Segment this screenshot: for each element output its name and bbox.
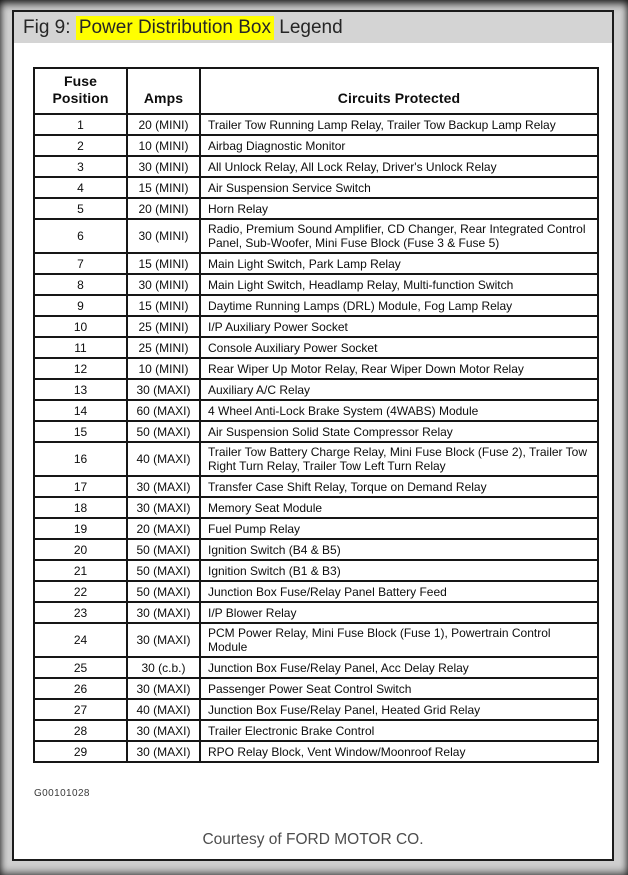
circuits-cell: RPO Relay Block, Vent Window/Moonroof Relay bbox=[200, 741, 598, 762]
fuse-position-cell: 22 bbox=[34, 581, 127, 602]
amps-cell: 50 (MAXI) bbox=[127, 581, 200, 602]
table-row bbox=[34, 741, 598, 762]
amps-cell: 30 (MINI) bbox=[127, 219, 200, 253]
amps-cell: 20 (MAXI) bbox=[127, 518, 200, 539]
fuse-position-cell: 19 bbox=[34, 518, 127, 539]
table-row bbox=[34, 379, 598, 400]
fuse-position-cell: 6 bbox=[34, 219, 127, 253]
circuits-cell: Radio, Premium Sound Amplifier, CD Changer, Rear Integrated Control Panel, Sub-Woofer, Mini Fuse Block (Fuse 3 & Fuse 5) bbox=[200, 219, 598, 253]
figure-caption-suffix: Legend bbox=[274, 16, 343, 38]
amps-cell: 30 (c.b.) bbox=[127, 657, 200, 678]
amps-cell: 10 (MINI) bbox=[127, 135, 200, 156]
table-row bbox=[34, 253, 598, 274]
table-row bbox=[34, 476, 598, 497]
table-row bbox=[34, 678, 598, 699]
fuse-position-cell: 4 bbox=[34, 177, 127, 198]
circuits-cell: Trailer Electronic Brake Control bbox=[200, 720, 598, 741]
fuse-position-cell: 18 bbox=[34, 497, 127, 518]
fuse-position-cell: 14 bbox=[34, 400, 127, 421]
table-row bbox=[34, 156, 598, 177]
figure-caption-prefix: Fig 9: bbox=[23, 16, 76, 38]
fuse-table-body bbox=[34, 114, 598, 762]
table-row bbox=[34, 497, 598, 518]
table-row bbox=[34, 400, 598, 421]
table-row bbox=[34, 421, 598, 442]
circuits-cell: Transfer Case Shift Relay, Torque on Demand Relay bbox=[200, 476, 598, 497]
circuits-cell: Junction Box Fuse/Relay Panel, Acc Delay Relay bbox=[200, 657, 598, 678]
circuits-cell: Console Auxiliary Power Socket bbox=[200, 337, 598, 358]
circuits-cell: Ignition Switch (B4 & B5) bbox=[200, 539, 598, 560]
circuits-cell: I/P Blower Relay bbox=[200, 602, 598, 623]
amps-cell: 10 (MINI) bbox=[127, 358, 200, 379]
fuse-position-cell: 9 bbox=[34, 295, 127, 316]
fuse-table bbox=[33, 67, 599, 763]
fuse-position-cell: 7 bbox=[34, 253, 127, 274]
amps-cell: 30 (MAXI) bbox=[127, 602, 200, 623]
fuse-position-cell: 26 bbox=[34, 678, 127, 699]
figure-caption-bar bbox=[14, 12, 612, 43]
amps-cell: 40 (MAXI) bbox=[127, 442, 200, 476]
table-row bbox=[34, 442, 598, 476]
table-row bbox=[34, 623, 598, 657]
circuits-cell: Junction Box Fuse/Relay Panel Battery Feed bbox=[200, 581, 598, 602]
fuse-position-cell: 8 bbox=[34, 274, 127, 295]
circuits-cell: Passenger Power Seat Control Switch bbox=[200, 678, 598, 699]
amps-cell: 30 (MAXI) bbox=[127, 623, 200, 657]
fuse-position-cell: 20 bbox=[34, 539, 127, 560]
amps-cell: 40 (MAXI) bbox=[127, 699, 200, 720]
fuse-position-cell: 11 bbox=[34, 337, 127, 358]
table-row bbox=[34, 518, 598, 539]
circuits-cell: Ignition Switch (B1 & B3) bbox=[200, 560, 598, 581]
circuits-cell: Airbag Diagnostic Monitor bbox=[200, 135, 598, 156]
amps-cell: 15 (MINI) bbox=[127, 177, 200, 198]
circuits-cell: Memory Seat Module bbox=[200, 497, 598, 518]
table-row bbox=[34, 602, 598, 623]
amps-cell: 30 (MAXI) bbox=[127, 720, 200, 741]
fuse-position-cell: 12 bbox=[34, 358, 127, 379]
amps-cell: 15 (MINI) bbox=[127, 295, 200, 316]
fuse-position-cell: 27 bbox=[34, 699, 127, 720]
circuits-cell: PCM Power Relay, Mini Fuse Block (Fuse 1), Powertrain Control Module bbox=[200, 623, 598, 657]
courtesy-line: Courtesy of FORD MOTOR CO. bbox=[202, 831, 424, 848]
fuse-position-cell: 17 bbox=[34, 476, 127, 497]
fuse-position-cell: 23 bbox=[34, 602, 127, 623]
figure-caption-highlight: Power Distribution Box bbox=[76, 16, 274, 40]
table-row bbox=[34, 358, 598, 379]
amps-cell: 20 (MINI) bbox=[127, 198, 200, 219]
circuits-cell: Trailer Tow Battery Charge Relay, Mini Fuse Block (Fuse 2), Trailer Tow Right Turn Relay, Trailer Tow Left Turn Relay bbox=[200, 442, 598, 476]
fuse-position-cell: 28 bbox=[34, 720, 127, 741]
amps-cell: 20 (MINI) bbox=[127, 114, 200, 135]
table-header-row bbox=[34, 68, 598, 114]
circuits-cell: Junction Box Fuse/Relay Panel, Heated Grid Relay bbox=[200, 699, 598, 720]
circuits-cell: Auxiliary A/C Relay bbox=[200, 379, 598, 400]
circuits-cell: I/P Auxiliary Power Socket bbox=[200, 316, 598, 337]
fuse-position-cell: 24 bbox=[34, 623, 127, 657]
table-row bbox=[34, 560, 598, 581]
document-page bbox=[12, 10, 614, 861]
table-row bbox=[34, 539, 598, 560]
table-row bbox=[34, 657, 598, 678]
amps-cell: 50 (MAXI) bbox=[127, 539, 200, 560]
fuse-position-cell: 5 bbox=[34, 198, 127, 219]
fuse-position-cell: 1 bbox=[34, 114, 127, 135]
table-row bbox=[34, 295, 598, 316]
fuse-position-cell: 16 bbox=[34, 442, 127, 476]
amps-cell: 50 (MAXI) bbox=[127, 560, 200, 581]
amps-cell: 25 (MINI) bbox=[127, 316, 200, 337]
amps-cell: 30 (MINI) bbox=[127, 156, 200, 177]
fuse-position-cell: 2 bbox=[34, 135, 127, 156]
table-row bbox=[34, 274, 598, 295]
table-row bbox=[34, 720, 598, 741]
amps-cell: 30 (MAXI) bbox=[127, 497, 200, 518]
fuse-position-cell: 13 bbox=[34, 379, 127, 400]
circuits-cell: Main Light Switch, Park Lamp Relay bbox=[200, 253, 598, 274]
circuits-cell: Fuel Pump Relay bbox=[200, 518, 598, 539]
table-row bbox=[34, 219, 598, 253]
fuse-position-cell: 15 bbox=[34, 421, 127, 442]
circuits-cell: Daytime Running Lamps (DRL) Module, Fog Lamp Relay bbox=[200, 295, 598, 316]
amps-cell: 30 (MAXI) bbox=[127, 379, 200, 400]
fuse-position-cell: 25 bbox=[34, 657, 127, 678]
circuits-cell: Air Suspension Service Switch bbox=[200, 177, 598, 198]
circuits-cell: Air Suspension Solid State Compressor Relay bbox=[200, 421, 598, 442]
col-header-fuse-position: Fuse Position bbox=[34, 68, 127, 114]
circuits-cell: Horn Relay bbox=[200, 198, 598, 219]
table-row bbox=[34, 198, 598, 219]
figure-id-code: G00101028 bbox=[34, 788, 90, 799]
fuse-position-cell: 29 bbox=[34, 741, 127, 762]
fuse-position-cell: 21 bbox=[34, 560, 127, 581]
amps-cell: 30 (MAXI) bbox=[127, 741, 200, 762]
amps-cell: 50 (MAXI) bbox=[127, 421, 200, 442]
circuits-cell: Trailer Tow Running Lamp Relay, Trailer Tow Backup Lamp Relay bbox=[200, 114, 598, 135]
amps-cell: 30 (MAXI) bbox=[127, 678, 200, 699]
table-row bbox=[34, 699, 598, 720]
amps-cell: 30 (MINI) bbox=[127, 274, 200, 295]
circuits-cell: All Unlock Relay, All Lock Relay, Driver's Unlock Relay bbox=[200, 156, 598, 177]
table-row bbox=[34, 135, 598, 156]
circuits-cell: Rear Wiper Up Motor Relay, Rear Wiper Down Motor Relay bbox=[200, 358, 598, 379]
amps-cell: 25 (MINI) bbox=[127, 337, 200, 358]
circuits-cell: 4 Wheel Anti-Lock Brake System (4WABS) Module bbox=[200, 400, 598, 421]
circuits-cell: Main Light Switch, Headlamp Relay, Multi-function Switch bbox=[200, 274, 598, 295]
table-row bbox=[34, 337, 598, 358]
amps-cell: 60 (MAXI) bbox=[127, 400, 200, 421]
col-header-circuits-protected: Circuits Protected bbox=[200, 68, 598, 114]
table-row bbox=[34, 316, 598, 337]
col-header-amps: Amps bbox=[127, 68, 200, 114]
table-row bbox=[34, 581, 598, 602]
fuse-position-cell: 3 bbox=[34, 156, 127, 177]
amps-cell: 15 (MINI) bbox=[127, 253, 200, 274]
fuse-position-cell: 10 bbox=[34, 316, 127, 337]
table-row bbox=[34, 114, 598, 135]
amps-cell: 30 (MAXI) bbox=[127, 476, 200, 497]
table-row bbox=[34, 177, 598, 198]
